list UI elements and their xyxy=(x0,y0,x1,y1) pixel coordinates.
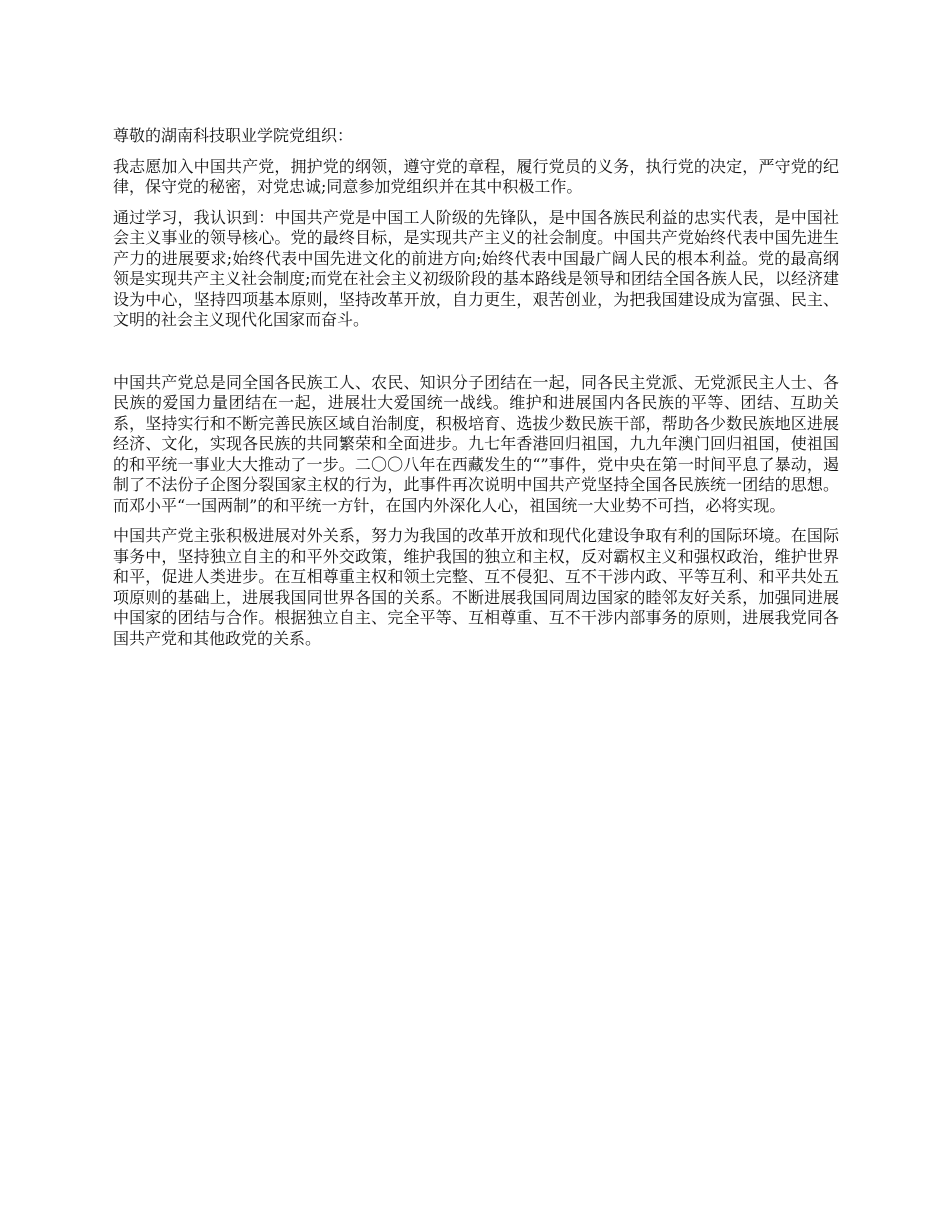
paragraph-foreign-relations: 中国共产党主张积极进展对外关系，努力为我国的改革开放和现代化建设争取有利的国际环境。在国际事务中，坚持独立自主的和平外交政策，维护我国的独立和主权，反对霸权主义和强权政治，维护世界和平，促进人类进步。在互相尊重主权和领土完整、互不侵犯、互不干涉内政、平等互利、和平共处五项原则的基础上，进展我国同世界各国的关系。不断进展我国同周边国家的睦邻友好关系，加强同进展中国家的团结与合作。根据独立自主、完全平等、互相尊重、互不干涉内部事务的原则，进展我党同各国共产党和其他政党的关系。 xyxy=(113,526,839,648)
paragraph-pledge: 我志愿加入中国共产党，拥护党的纲领，遵守党的章程，履行党员的义务，执行党的决定，严守党的纪律，保守党的秘密，对党忠诚;同意参加党组织并在其中积极工作。 xyxy=(113,156,839,196)
section-spacer xyxy=(113,341,839,373)
paragraph-unity: 中国共产党总是同全国各民族工人、农民、知识分子团结在一起，同各民主党派、无党派民主人士、各民族的爱国力量团结在一起，进展壮大爱国统一战线。维护和进展国内各民族的平等、团结、互助关系，坚持实行和不断完善民族区域自治制度，积极培育、选拔少数民族干部，帮助各少数民族地区进展经济、文化，实现各民族的共同繁荣和全面进步。九七年香港回归祖国，九九年澳门回归祖国，使祖国的和平统一事业大大推动了一步。二〇〇八年在西藏发生的“”事件，党中央在第一时间平息了暴动，遏制了不法份子企图分裂国家主权的行为，此事件再次说明中国共产党坚持全国各民族统一团结的思想。而邓小平“一国两制”的和平统一方针，在国内外深化人心，祖国统一大业势不可挡，必将实现。 xyxy=(113,372,839,515)
paragraph-understanding: 通过学习，我认识到：中国共产党是中国工人阶级的先锋队，是中国各族民利益的忠实代表，是中国社会主义事业的领导核心。党的最终目标，是实现共产主义的社会制度。中国共产党始终代表中国先进生产力的进展要求;始终代表中国先进文化的前进方向;始终代表中国最广阔人民的根本利益。党的最高纲领是实现共产主义社会制度;而党在社会主义初级阶段的基本路线是领导和团结全国各族人民，以经济建设为中心，坚持四项基本原则，坚持改革开放，自力更生，艰苦创业，为把我国建设成为富强、民主、文明的社会主义现代化国家而奋斗。 xyxy=(113,207,839,329)
document-body xyxy=(113,126,839,659)
salutation: 尊敬的湖南科技职业学院党组织： xyxy=(113,126,354,145)
